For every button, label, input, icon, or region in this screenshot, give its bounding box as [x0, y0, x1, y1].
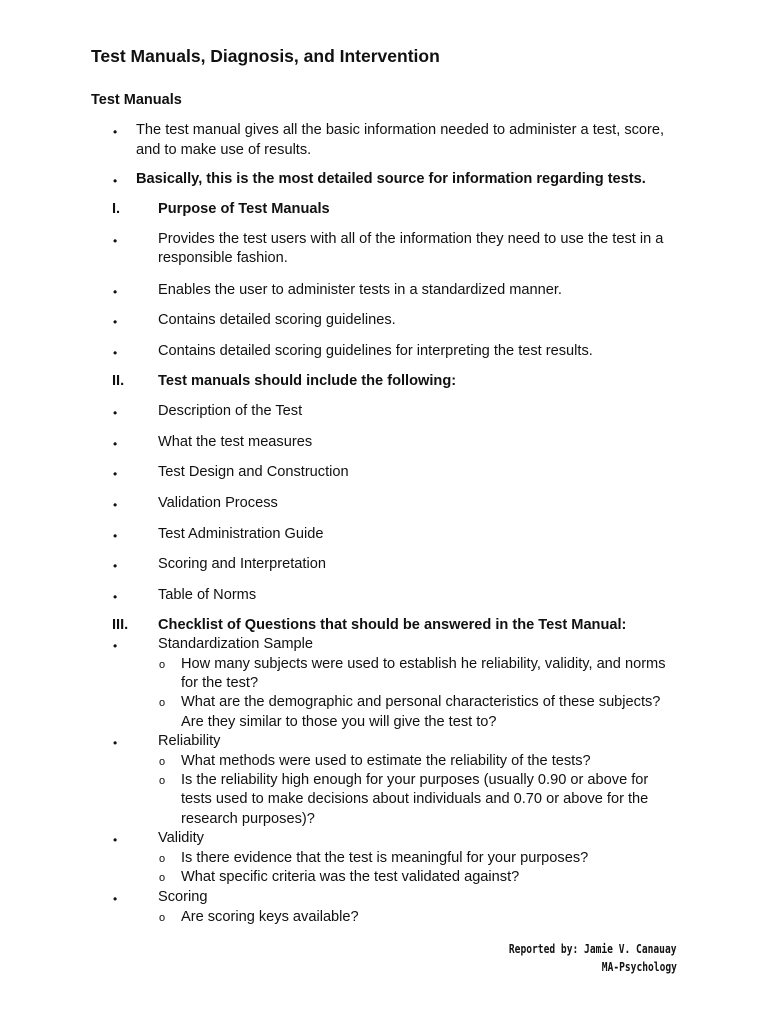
s2-item: Test Design and Construction: [158, 464, 349, 480]
bullet-icon: •: [113, 498, 118, 512]
reliability-q2-line-2: tests used to make decisions about individuals and 0.70 or above for the: [181, 791, 649, 807]
intro-item-2: Basically, this is the most detailed source for information regarding tests.: [136, 171, 646, 187]
reporter-name: Reported by: Jamie V. Canauay: [509, 942, 677, 956]
standardization-q2-line-1: What are the demographic and personal characteristics of these subjects?: [181, 694, 661, 710]
bullet-icon: •: [113, 529, 118, 543]
standardization-q1-line-2: for the test?: [181, 675, 259, 691]
reporter-degree: MA-Psychology: [601, 960, 677, 974]
section-2-heading: Test manuals should include the following:: [158, 373, 457, 389]
sub-bullet-icon: o: [159, 659, 166, 671]
s2-item: Scoring and Interpretation: [158, 556, 326, 572]
reliability-q2-line-3: research purposes)?: [181, 811, 315, 827]
reliability-q1: What methods were used to estimate the reliability of the tests?: [181, 753, 591, 769]
document-title: Test Manuals, Diagnosis, and Intervention: [91, 46, 440, 66]
s2-item: Table of Norms: [158, 587, 257, 603]
bullet-icon: •: [113, 639, 118, 653]
section-1-heading: Purpose of Test Manuals: [158, 201, 330, 217]
sub-bullet-icon: o: [159, 775, 166, 787]
bullet-icon: •: [113, 559, 118, 573]
section-3-heading: Checklist of Questions that should be answered in the Test Manual:: [158, 617, 627, 633]
s2-item: Description of the Test: [158, 403, 303, 419]
standardization-q2-line-2: Are they similar to those you will give the test to?: [181, 714, 497, 730]
s2-item: Validation Process: [158, 495, 278, 511]
s1-item-4: Contains detailed scoring guidelines for interpreting the test results.: [158, 343, 593, 359]
bullet-icon: •: [113, 406, 118, 420]
sub-bullet-icon: o: [159, 697, 166, 709]
sub-bullet-icon: o: [159, 756, 166, 768]
validity-label: Validity: [158, 830, 204, 846]
bullet-icon: •: [113, 437, 118, 451]
validity-q1: Is there evidence that the test is meaningful for your purposes?: [181, 850, 589, 866]
bullet-icon: •: [113, 125, 118, 139]
bullet-icon: •: [113, 234, 118, 248]
section-2-numeral: II.: [112, 373, 125, 389]
bullet-icon: •: [113, 833, 118, 847]
s1-item-3: Contains detailed scoring guidelines.: [158, 312, 396, 328]
reliability-label: Reliability: [158, 733, 221, 749]
bullet-icon: •: [113, 315, 118, 329]
section-3-numeral: III.: [112, 617, 129, 633]
sub-bullet-icon: o: [159, 872, 166, 884]
s1-item-1-line-2: responsible fashion.: [158, 250, 288, 266]
validity-q2: What specific criteria was the test validated against?: [181, 869, 520, 885]
intro-item-1-line-1: The test manual gives all the basic information needed to administer a test, score,: [136, 122, 665, 138]
bullet-icon: •: [113, 285, 118, 299]
standardization-q1-line-1: How many subjects were used to establish he reliability, validity, and norms: [181, 656, 666, 672]
s2-item: Test Administration Guide: [158, 526, 324, 542]
standardization-label: Standardization Sample: [158, 636, 313, 652]
reliability-q2-line-1: Is the reliability high enough for your purposes (usually 0.90 or above for: [181, 772, 649, 788]
bullet-icon: •: [113, 174, 118, 188]
bullet-icon: •: [113, 736, 118, 750]
scoring-label: Scoring: [158, 889, 208, 905]
s1-item-1-line-1: Provides the test users with all of the information they need to use the test in a: [158, 231, 664, 247]
section-1-numeral: I.: [112, 201, 121, 217]
bullet-icon: •: [113, 467, 118, 481]
intro-item-1-line-2: and to make use of results.: [136, 142, 312, 158]
section-heading: Test Manuals: [91, 92, 182, 108]
scoring-q1: Are scoring keys available?: [181, 909, 359, 925]
bullet-icon: •: [113, 892, 118, 906]
sub-bullet-icon: o: [159, 853, 166, 865]
bullet-icon: •: [113, 346, 118, 360]
sub-bullet-icon: o: [159, 912, 166, 924]
s1-item-2: Enables the user to administer tests in a standardized manner.: [158, 282, 562, 298]
bullet-icon: •: [113, 590, 118, 604]
s2-item: What the test measures: [158, 434, 313, 450]
